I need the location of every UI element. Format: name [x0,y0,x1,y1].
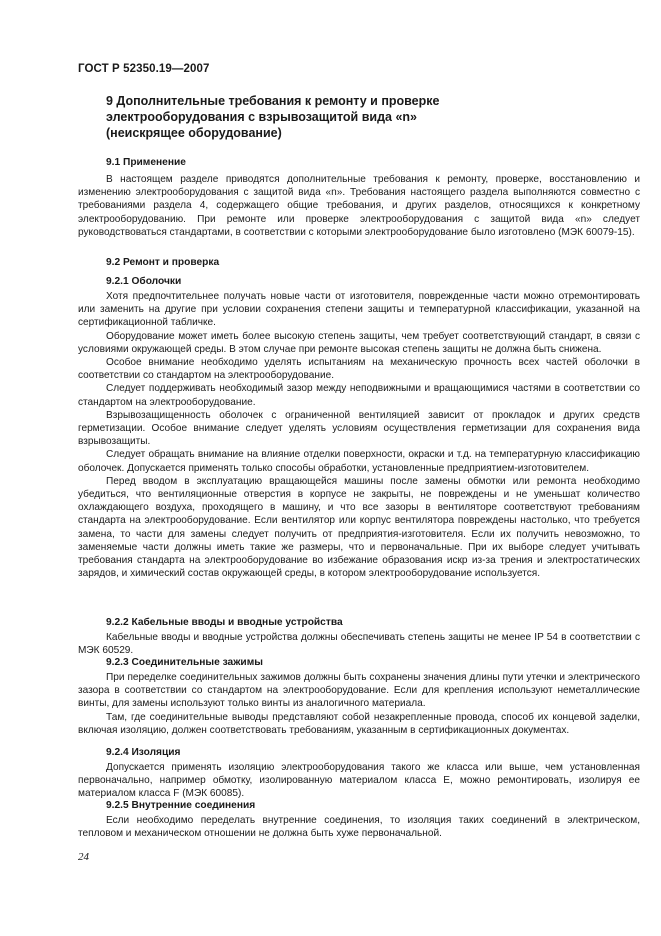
paragraph: Перед вводом в эксплуатацию вращающейся машины после замены обмотки или ремонта необходимо убедиться, что вентиляционные отверстия в корпусе не закрыты, не повреждены и не уменьшат количество охлаждающего воздуха, проходящего в машину, и что все зазоры в вентиляторе соответствуют требованиям стандарта на электрооборудование. Если вентилятор или корпус вентилятора повреждены настолько, что требуется замена, то части для замены следует получить от предприятия-изготовителя. Если их получить невозможно, то заменяемые части должны иметь такие же размеры, что и первоначальные. При их выборе следует учитывать требования стандарта на электрооборудование во избежание образования искр из-за трения и электростатических зарядов, и химический состав окружающей среды, в котором электрооборудование используется. [78,475,640,580]
paragraph: Допускается применять изоляцию электрооборудования такого же класса или выше, чем установленная первоначально, например обмотку, изолированную материалом класса Е, можно ремонтировать, изолируя ее материалом класса F (МЭК 60085). [78,762,640,800]
section-body-9-2-1 [78,290,640,580]
subsection-heading-9-2-2: 9.2.2 Кабельные вводы и вводные устройства [106,617,343,628]
paragraph: Следует поддерживать необходимый зазор между неподвижными и вращающимися частями в соответствии со стандартом на электрооборудование. [78,383,640,408]
document-header: ГОСТ Р 52350.19—2007 [78,63,210,75]
subsection-heading-9-2-1: 9.2.1 Оболочки [106,276,182,287]
paragraph: Там, где соединительные выводы представляют собой незакрепленные провода, способ их концевой заделки, включая изоляцию, должен соответствовать требованиям, указанным в сертификационных документах. [78,711,640,736]
subsection-heading-9-2-3: 9.2.3 Соединительные зажимы [106,657,263,668]
chapter-title-line: 9 Дополнительные требования к ремонту и проверке [106,94,440,108]
paragraph: Кабельные вводы и вводные устройства должны обеспечивать степень защиты не менее IP 54 в соответствии с МЭК 60529. [78,632,640,657]
section-body-9-2-5 [78,814,640,840]
subsection-heading-9-2-5: 9.2.5 Внутренние соединения [106,800,256,811]
paragraph: В настоящем разделе приводятся дополнительные требования к ремонту, проверке, восстановлению и изменению электрооборудования с защитой вида «n». Требования настоящего раздела выполняются совместно с требованиями раздела 4, содержащего общие требования, и других разделов, относящихся к конкретному электрооборудованию. При ремонте или проверке электрооборудования с защитой вида «n» следует руководствоваться стандартами, в соответствии с которыми электрооборудование было изготовлено (МЭК 60079-15). [78,174,640,238]
paragraph: Взрывозащищенность оболочек с ограниченной вентиляцией зависит от прокладок и других средств герметизации. Особое внимание следует уделять условиям осуществления герметизации для сохранения вида взрывозащиты. [78,409,640,448]
subsection-heading-9-2-4: 9.2.4 Изоляция [106,747,181,758]
chapter-title-line: электрооборудования с взрывозащитой вида «n» [106,110,417,124]
section-body-9-2-2 [78,631,640,657]
chapter-title [106,93,576,141]
section-heading-9-1: 9.1 Применение [106,157,186,168]
chapter-title-line: (неискрящее оборудование) [106,126,282,140]
section-body-9-2-3 [78,671,640,737]
paragraph: При переделке соединительных зажимов должны быть сохранены значения длины пути утечки и электрического зазора в соответствии со стандартом на электрооборудование. Если для крепления используют неметаллические винты, для замены используют только винты из аналогичного материала. [78,672,640,710]
paragraph: Если необходимо переделать внутренние соединения, то изоляция таких соединений в электрическом, тепловом и механическом отношении не должна быть хуже первоначальной. [78,815,640,840]
paragraph: Следует обращать внимание на влияние отделки поверхности, окраски и т.д. на температурную классификацию оболочек. Допускается применять только способы обработки, установленные предприятием-изготовителем. [78,449,640,474]
section-heading-9-2: 9.2 Ремонт и проверка [106,257,220,268]
section-body-9-1 [78,173,640,239]
paragraph: Хотя предпочтительнее получать новые части от изготовителя, поврежденные части можно отремонтировать или заменить на другие при условии сохранения степени защиты и температурной классификации, указанной на сертификационной табличке. [78,291,640,329]
section-body-9-2-4 [78,761,640,801]
page-number: 24 [78,851,89,863]
paragraph: Особое внимание необходимо уделять испытаниям на механическую прочность всех частей оболочки в соответствии со стандартом на электрооборудование. [78,357,640,382]
paragraph: Оборудование может иметь более высокую степень защиты, чем требует соответствующий стандарт, в связи с условиями окружающей среды. В этом случае при ремонте высокая степень защиты не должна быть снижена. [78,330,640,355]
